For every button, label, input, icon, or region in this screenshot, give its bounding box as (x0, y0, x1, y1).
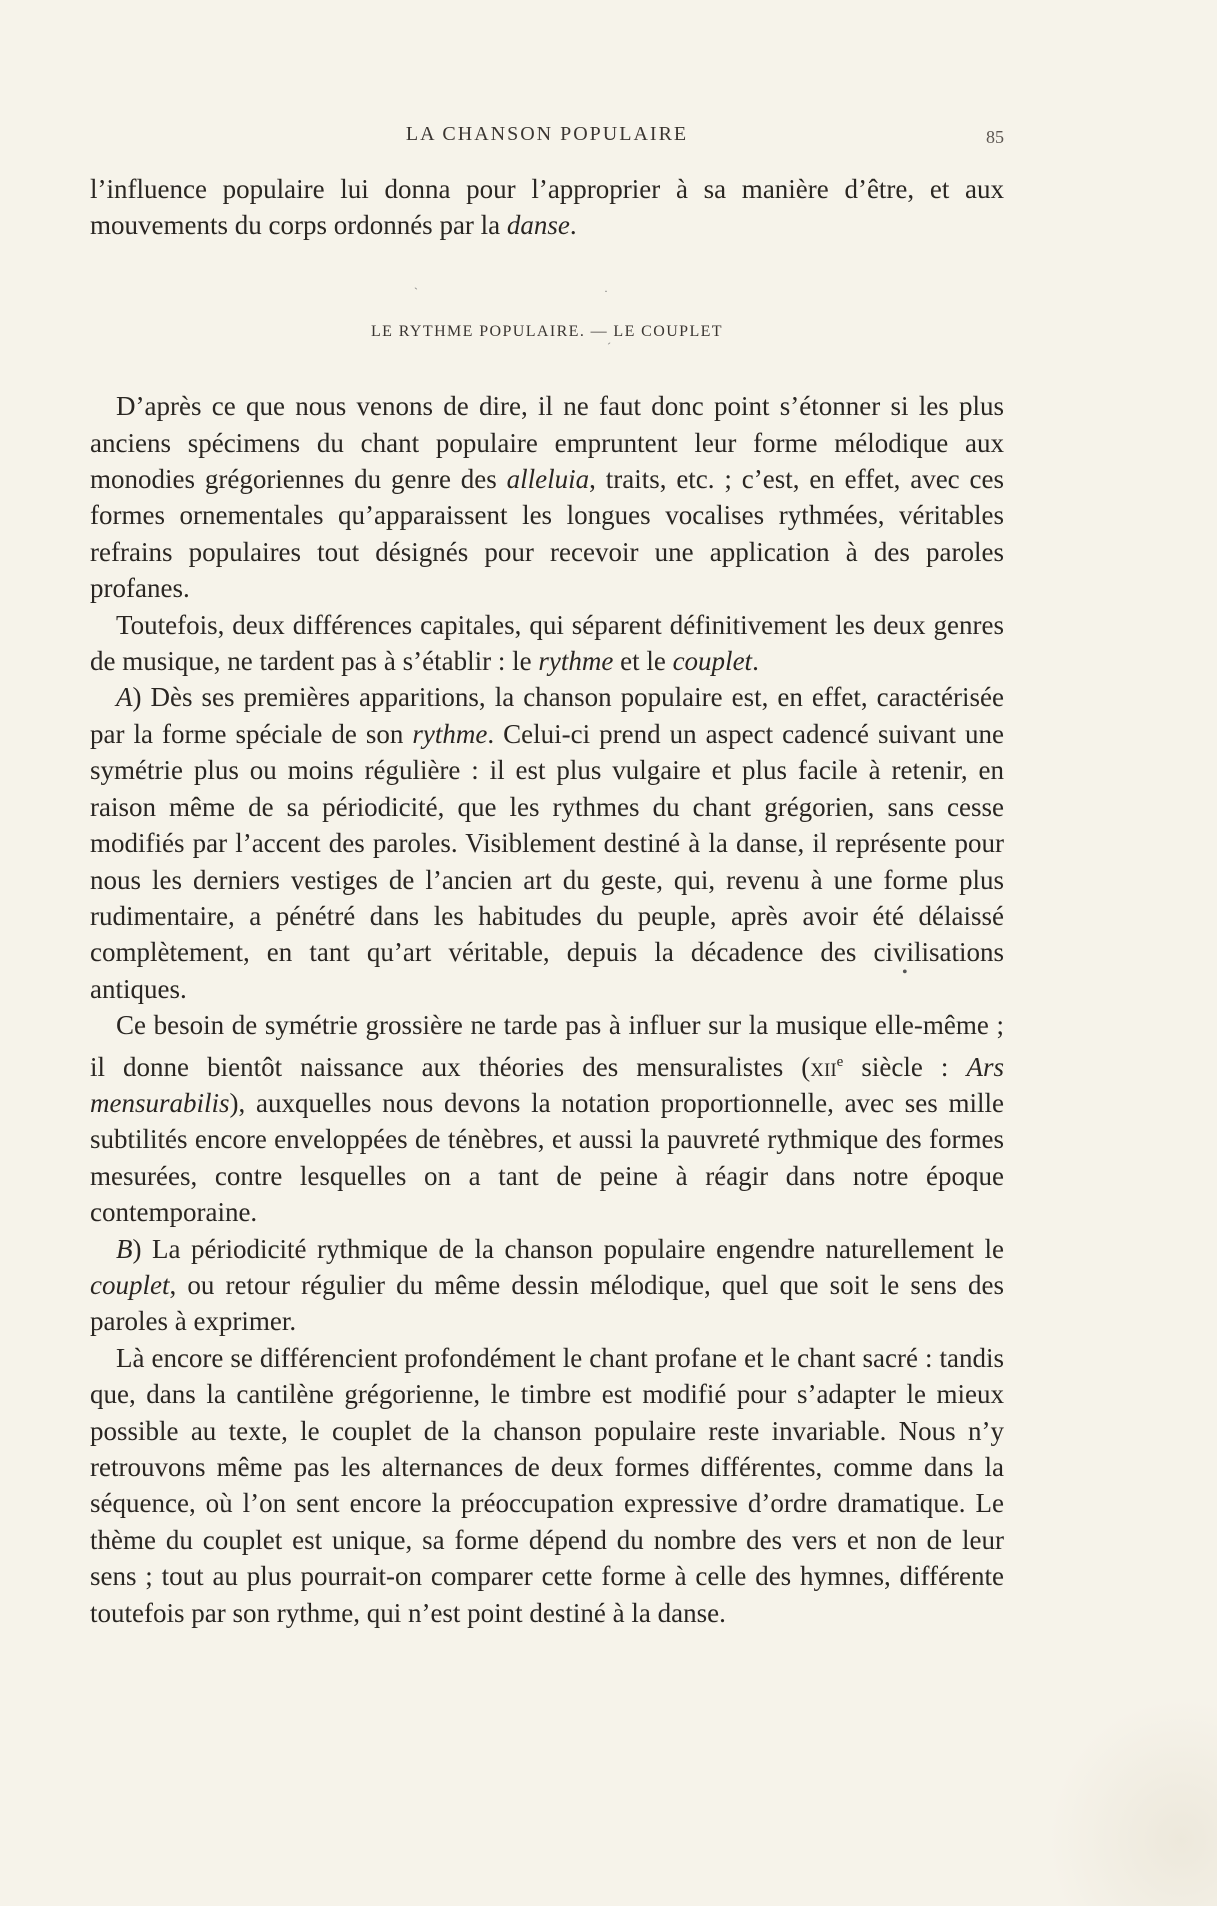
paragraph2-text-3: . (752, 646, 759, 677)
continuation-paragraph (90, 171, 1004, 244)
paragraph-toutefois (90, 607, 1004, 680)
paragraph1-text-2: , traits, etc. ; c’est, en effet, avec ces formes ornementales qu’apparaissent les longues vocalises rythmées, véritables refrains populaires tout désignés pour recevoir une application à des paroles profanes. (90, 464, 1004, 604)
book-page (90, 0, 1004, 1906)
paragraph-symetrie (90, 1007, 1004, 1230)
paragraph3-text-2: . Celui-ci prend un aspect cadencé suivant une symétrie plus ou moins régulière : il est plus vulgaire et plus facile à retenir, en raison même de sa périodicité, que les rythmes du chant grégorien, sans cesse modifiés par l’accent des paroles. Visiblement destiné à la danse, il représente pour nous les derniers vestiges de l’ancien art du geste, qui, revenu à une forme plus rudimentaire, a pénétré dans les habitudes du peuple, après avoir été délaissé complètement, en tant qu’art véritable, depuis la décadence des civilisations antiques. (90, 718, 1004, 1004)
paragraph5-text-2: , ou retour régulier du même dessin mélodique, quel que soit le sens des paroles à exprimer. (90, 1269, 1004, 1337)
italic-rythme: rythme (538, 646, 614, 677)
century-numeral: xii (810, 1051, 837, 1082)
paragraph6-text: Là encore se différencient profondément le chant profane et le chant sacré : tandis que, dans la cantilène grégorienne, le timbre est modifié pour s’adapter le mieux possible au texte, le couplet de la chanson populaire reste invariable. Nous n’y retrouvons même pas les alternances de deux formes différentes, comme dans la séquence, où l’on sent encore la préoccupation expressive d’ordre dramatique. Le thème du couplet est unique, sa forme dépend du nombre des vers et non de leur sens ; tout au plus pourrait-on comparer cette forme à celle des hymnes, différente toutefois par son rythme, qui n’est point destiné à la danse. (90, 1342, 1004, 1628)
paragraph3-text-1: ) Dès ses premières apparitions, la chanson populaire est, en effet, caractérisée par la forme spéciale de son (90, 682, 1004, 749)
page-number: 85 (986, 127, 1004, 147)
print-speck-dot: · (604, 284, 608, 298)
running-title: LA CHANSON POPULAIRE (405, 123, 689, 145)
italic-couplet-2: couplet (90, 1269, 170, 1300)
body-text (90, 171, 1004, 1631)
paragraph2-text-1: Toutefois, deux différences capitales, qui séparent définitivement les deux genres de musique, ne tardent pas à s’établir : le (90, 609, 1004, 677)
continuation-end: . (569, 210, 577, 241)
print-speck-mark: ˎ (414, 276, 418, 290)
paragraph-b (90, 1231, 1004, 1340)
century-superscript: e (836, 1053, 844, 1070)
label-b: B (116, 1233, 133, 1264)
italic-rythme-2: rythme (412, 718, 488, 749)
italic-danse: danse (506, 210, 570, 241)
paragraph-la-encore (90, 1340, 1004, 1631)
italic-alleluia: alleluia (506, 464, 590, 495)
continuation-text: l’influence populaire lui donna pour l’approprier à sa manière d’être, et aux mouvements du corps ordonnés par la (90, 174, 1004, 241)
running-head (90, 123, 1004, 153)
paragraph1-text-1: D’après ce que nous venons de dire, il ne faut donc point s’étonner si les plus anciens spécimens du chant populaire empruntent leur forme mélodique aux monodies grégoriennes du genre des (90, 391, 1004, 495)
paragraph4-text-1: Ce besoin de symétrie grossière ne tarde pas à influer sur la musique elle-même ; il donne bientôt naissance aux théories des mensuralistes ( (90, 1010, 1004, 1082)
margin-ink-dot: • (902, 964, 908, 981)
label-a: A (116, 682, 133, 713)
paper-stain (1037, 1686, 1217, 1906)
paragraph2-text-2: et le (613, 646, 673, 677)
paragraph4-text-3: ), auxquelles nous devons la notation proportionnelle, avec ses mille subtilités encore enveloppées de ténèbres, et aussi la pauvreté rythmique des formes mesurées, contre lesquelles on a tant de peine à réagir dans notre époque contemporaine. (90, 1087, 1004, 1228)
print-speck-accent: ˊ (607, 340, 611, 354)
paragraph5-text-1: ) La périodicité rythmique de la chanson populaire engendre naturellement le (132, 1233, 1004, 1264)
paragraph-a (90, 679, 1004, 1007)
paragraph-dapres (90, 388, 1004, 606)
italic-ars-mensurabilis: Ars mensurabilis (90, 1051, 1004, 1118)
paragraph4-text-2: siècle : (843, 1051, 967, 1082)
section-heading: LE RYTHME POPULAIRE. — LE COUPLET (371, 322, 723, 340)
italic-couplet: couplet (672, 646, 753, 677)
